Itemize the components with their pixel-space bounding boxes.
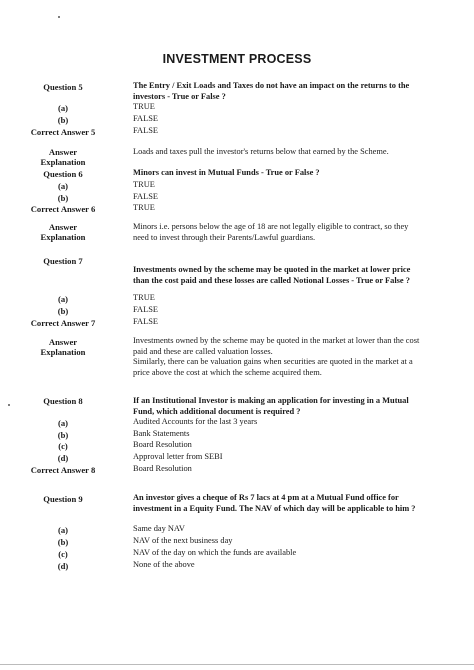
q8-option-d: Approval letter from SEBI: [133, 452, 223, 461]
q5-option-b: FALSE: [133, 114, 158, 123]
q5-option-b-label: (b): [57, 115, 69, 125]
answer-word: Answer: [48, 147, 78, 157]
q6-correct-answer: TRUE: [133, 203, 155, 212]
q7-explanation-label: [0, 337, 126, 357]
question-6-text: Minors can invest in Mutual Funds - True or False ?: [133, 168, 320, 177]
explanation-word: Explanation: [40, 157, 86, 167]
scan-speck: [58, 16, 60, 18]
q9-option-d: None of the above: [133, 560, 195, 569]
q6-option-a-label: (a): [57, 181, 69, 191]
q8-option-a-label: (a): [57, 418, 69, 428]
q8-correct-answer: Board Resolution: [133, 464, 192, 473]
q7-option-b: FALSE: [133, 305, 158, 314]
question-7-text: Investments owned by the scheme may be quoted in the market at lower price than the cost paid and these losses are called Notional Losses - True or False ?: [133, 265, 411, 285]
explanation-word: Explanation: [40, 232, 86, 242]
q5-option-a-label: (a): [57, 103, 69, 113]
q6-explanation: Minors i.e. persons below the age of 18 are not legally eligible to contract, so they need to invest through their Parents/Lawful guardians.: [133, 222, 409, 242]
page-title: INVESTMENT PROCESS: [162, 52, 312, 66]
scan-edge-line: [0, 664, 474, 665]
q7-option-a: TRUE: [133, 293, 155, 302]
q5-correct-answer: FALSE: [133, 126, 158, 135]
q6-option-b: FALSE: [133, 192, 158, 201]
q9-option-a-label: (a): [57, 525, 69, 535]
q5-correct-label: Correct Answer 5: [30, 127, 96, 137]
q8-option-c-label: (c): [58, 441, 68, 451]
question-5-label: Question 5: [43, 82, 83, 92]
q8-option-d-label: (d): [57, 453, 69, 463]
q8-option-b-label: (b): [57, 430, 69, 440]
q9-option-c: NAV of the day on which the funds are available: [133, 548, 297, 557]
q5-option-a: TRUE: [133, 102, 155, 111]
q7-option-b-label: (b): [57, 306, 69, 316]
q7-correct-label: Correct Answer 7: [30, 318, 96, 328]
q7-explanation-2: Similarly, there can be valuation gains when securities are quoted in the market at a price above the cost at which the scheme acquired them.: [133, 357, 413, 377]
question-8-text: If an Institutional Investor is making an application for investing in a Mutual Fund, which additional document is required ?: [133, 396, 409, 416]
q9-option-b: NAV of the next business day: [133, 536, 233, 545]
q8-option-c: Board Resolution: [133, 440, 192, 449]
question-7-label: Question 7: [43, 256, 83, 266]
q6-option-a: TRUE: [133, 180, 155, 189]
q8-option-b: Bank Statements: [133, 429, 190, 438]
question-5-text: The Entry / Exit Loads and Taxes do not have an impact on the returns to the investors - True or False ?: [133, 81, 410, 101]
q8-option-a: Audited Accounts for the last 3 years: [133, 417, 258, 426]
q6-explanation-label: [0, 222, 126, 242]
q7-option-a-label: (a): [57, 294, 69, 304]
q5-explanation-label: [0, 147, 126, 167]
q7-explanation-1: Investments owned by the scheme may be quoted in the market at lower than the cost paid and these are called valuation losses.: [133, 336, 420, 356]
question-9-text: An investor gives a cheque of Rs 7 lacs at 4 pm at a Mutual Fund office for investment in a Equity Fund. The NAV of which day will be applicable to him ?: [133, 493, 416, 513]
q6-option-b-label: (b): [57, 193, 69, 203]
explanation-word: Explanation: [40, 347, 86, 357]
answer-word: Answer: [48, 337, 78, 347]
q9-option-b-label: (b): [57, 537, 69, 547]
q5-explanation: Loads and taxes pull the investor's returns below that earned by the Scheme.: [133, 147, 389, 156]
question-8-label: Question 8: [43, 396, 83, 406]
q9-option-d-label: (d): [57, 561, 69, 571]
q6-correct-label: Correct Answer 6: [30, 204, 96, 214]
question-9-label: Question 9: [43, 494, 83, 504]
q7-correct-answer: FALSE: [133, 317, 158, 326]
question-6-label: Question 6: [43, 169, 83, 179]
q9-option-c-label: (c): [58, 549, 68, 559]
q8-correct-label: Correct Answer 8: [30, 465, 96, 475]
answer-word: Answer: [48, 222, 78, 232]
q9-option-a: Same day NAV: [133, 524, 185, 533]
